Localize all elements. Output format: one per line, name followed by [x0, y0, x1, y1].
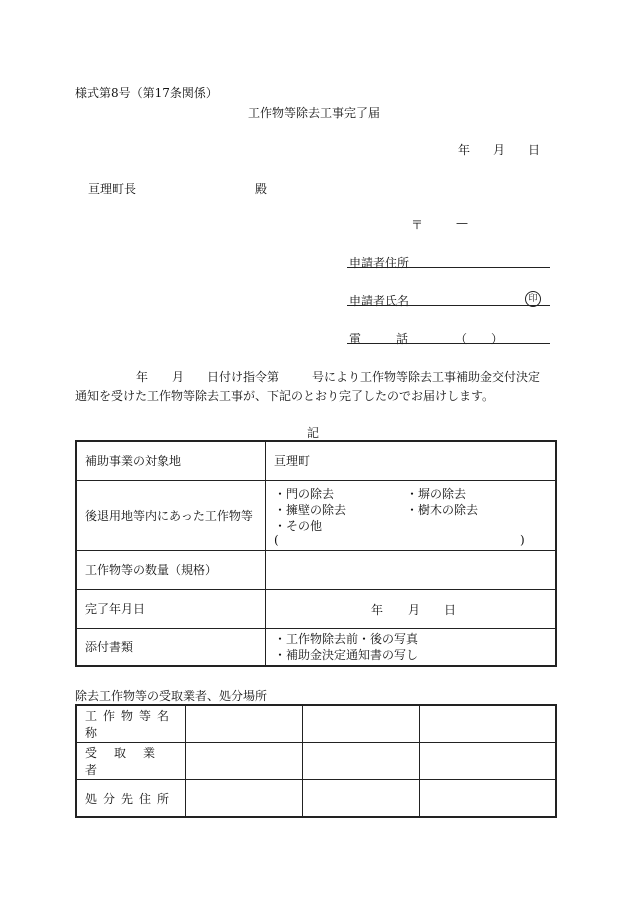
applicant-address-label: 申請者住所: [349, 256, 410, 270]
phone-label-2: 話: [396, 332, 409, 346]
item-name-label: 工作物等名称: [76, 705, 186, 743]
table-row: [76, 705, 556, 743]
attachments-label: 添付書類: [76, 628, 266, 666]
phone-label-1: 電: [349, 332, 362, 346]
table-cell: [186, 705, 303, 743]
applicant-address-line: [347, 267, 550, 268]
table-cell: [420, 780, 557, 818]
table-row: [76, 589, 556, 628]
option-retaining-wall-removal: ・擁壁の除去: [274, 503, 347, 517]
body-month-label: 月: [172, 370, 185, 384]
option-gate-removal: ・門の除去: [274, 487, 335, 501]
phone-area-code-paren: （ ）: [455, 332, 504, 346]
ki-heading: 記: [307, 426, 320, 440]
table-cell: [420, 743, 557, 780]
table-row: [76, 480, 556, 550]
applicant-name-line: [347, 305, 550, 306]
section2-title: 除去工作物等の受取業者、処分場所: [75, 689, 268, 703]
body-year-label: 年: [136, 370, 149, 384]
attachment-item-notice: ・補助金決定通知書の写し: [274, 647, 419, 662]
postal-mark: 〒: [411, 218, 424, 232]
option-other: ・その他: [274, 519, 323, 533]
document-title: 工作物等除去工事完了届: [248, 106, 381, 120]
completion-day-label: 日: [444, 602, 457, 617]
completion-date-label: 完了年月日: [76, 589, 266, 628]
date-day-label: 日: [528, 143, 541, 157]
other-paren-open: (: [274, 533, 279, 547]
attachments-list: [266, 628, 557, 666]
target-site-label: 補助事業の対象地: [76, 441, 266, 480]
seal-mark: 印: [525, 291, 541, 307]
table-cell: [303, 780, 420, 818]
addressee-honorific: 殿: [255, 182, 268, 196]
body-directive-text: 日付け指令第: [207, 370, 280, 384]
table-row: [76, 628, 556, 666]
postal-dash: —: [456, 216, 468, 230]
completion-month-label: 月: [408, 602, 421, 617]
completion-year-label: 年: [371, 602, 384, 617]
completion-date-value: [266, 589, 557, 628]
target-site-value: 亘理町: [266, 441, 557, 480]
table-row: [76, 780, 556, 818]
applicant-name-label: 申請者氏名: [349, 294, 410, 308]
table-cell: [420, 705, 557, 743]
form-number: 様式第8号（第17条関係）: [75, 86, 218, 100]
table-row: [76, 743, 556, 780]
table-row: [76, 441, 556, 480]
other-paren-close: ): [520, 533, 525, 547]
receiving-contractor-label: 受取業者: [76, 743, 186, 780]
date-year-label: 年: [458, 143, 471, 157]
structures-options: [266, 480, 557, 550]
date-month-label: 月: [493, 143, 506, 157]
disposal-address-label: 処分先住所: [76, 780, 186, 818]
disposal-table: [75, 704, 557, 818]
table-cell: [186, 743, 303, 780]
table-cell: [303, 705, 420, 743]
quantity-label: 工作物等の数量（規格）: [76, 550, 266, 589]
structures-label: 後退用地等内にあった工作物等: [76, 480, 266, 550]
table-cell: [186, 780, 303, 818]
table-row: [76, 550, 556, 589]
completion-details-table: [75, 440, 557, 667]
attachment-item-photos: ・工作物除去前・後の写真: [274, 631, 419, 646]
quantity-value: [266, 550, 557, 589]
option-fence-removal: ・塀の除去: [406, 487, 467, 501]
body-line2: 通知を受けた工作物等除去工事が、下記のとおり完了したのでお届けします。: [75, 389, 495, 403]
body-line1-rest: 号により工作物等除去工事補助金交付決定: [312, 370, 541, 384]
table-cell: [303, 743, 420, 780]
option-tree-removal: ・樹木の除去: [406, 503, 479, 517]
addressee-name: 亘理町長: [88, 182, 137, 196]
applicant-phone-line: [347, 343, 550, 344]
